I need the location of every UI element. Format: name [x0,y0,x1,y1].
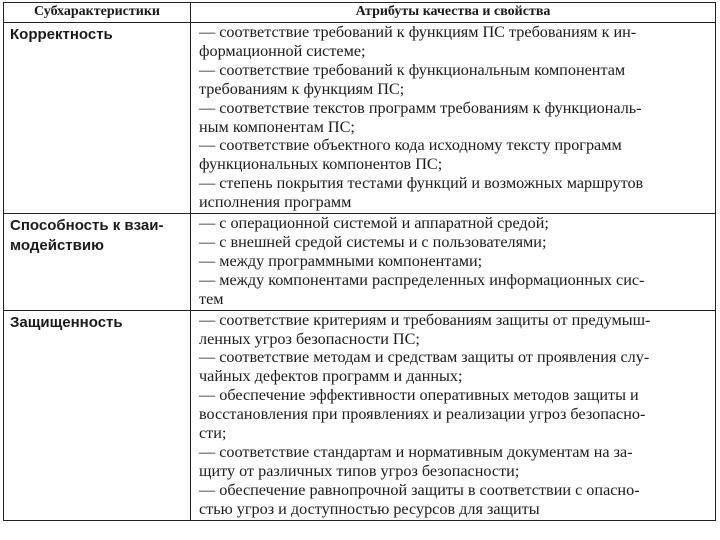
attribute-item: — степень покрытия тестами функций и возможных маршрутов исполнения программ [199,174,644,212]
attributes-correctness [191,23,716,214]
attribute-item: — с операционной системой и аппаратной средой; [199,214,549,233]
attribute-item: — соответствие текстов программ требованиям к функциональ- ным компонентам ПС; [199,98,642,136]
attribute-item: — соответствие требований к функциям ПС требованиям к ин- формационной системе; [199,23,637,60]
attribute-item: — между компонентами распределенных информационных сис- тем [199,270,645,308]
attribute-item: — соответствие стандартам и нормативным документам на за- щиту от различных типов угроз безопасности; [199,442,633,480]
header-subcharacteristics: Субхарактеристики [4,3,191,23]
table-row-security [4,310,716,520]
attribute-item: — между программными компонентами; [199,251,483,270]
subcharacteristic-label: Способность к взаи- модействию [10,217,164,255]
subcharacteristic-label: Защищенность [10,313,123,331]
attribute-item: — соответствие критериям и требованиям защиты от предумыш- ленных угроз безопасности ПС; [199,310,651,348]
header-attributes: Атрибуты качества и свойства [191,3,716,23]
table-header-row [4,3,716,23]
attribute-item: — соответствие методам и средствам защиты от проявления слу- чайных дефектов программ и данных; [199,348,650,386]
table-row-correctness [4,23,716,214]
subcharacteristic-correctness [4,23,191,214]
attribute-item: — соответствие требований к функциональным компонентам требованиям к функциям ПС; [199,60,626,98]
table-row-interoperability [4,214,716,311]
subcharacteristic-interoperability [4,214,191,311]
subcharacteristic-security [4,310,191,520]
attribute-item: — обеспечение эффективности оперативных методов защиты и восстановления при проявлениях и реализации угроз безопасно- сти; [199,386,646,443]
attribute-item: — с внешней средой системы и с пользователями; [199,232,547,251]
attributes-security [191,310,716,520]
attributes-interoperability [191,214,716,311]
attribute-item: — обеспечение равнопрочной защиты в соответствии с опасно- стью угроз и доступностью ресурсов для защиты [199,480,640,518]
quality-attributes-table [3,2,716,521]
attribute-item: — соответствие объектного кода исходному тексту программ функциональных компонентов ПС; [199,136,622,174]
subcharacteristic-label: Корректность [10,26,113,43]
